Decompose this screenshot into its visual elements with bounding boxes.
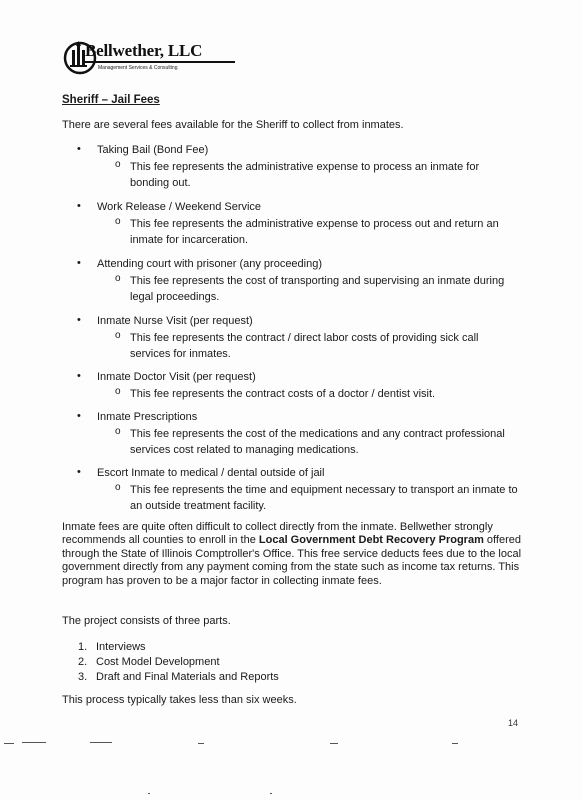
fee-description: This fee represents the time and equipment necessary to transport an inmate to an outside treatment facility. bbox=[130, 484, 518, 512]
step-label: Cost Model Development bbox=[96, 656, 220, 668]
sub-bullet-icon: o bbox=[115, 159, 121, 170]
sub-bullet-icon: o bbox=[115, 216, 121, 227]
logo-underline bbox=[85, 61, 235, 63]
scan-artifact bbox=[90, 742, 112, 743]
bullet-icon: • bbox=[77, 466, 81, 478]
paragraph-text: offered through the State of Illinois Comptroller's Office. This free service deducts fees due to the local government directly from any payment coming from the state such as income tax returns. This program has proven to be a major factor in collecting inmate fees. bbox=[62, 534, 522, 587]
scan-artifact bbox=[270, 793, 272, 794]
bullet-icon: • bbox=[77, 257, 81, 269]
bullet-icon: • bbox=[77, 410, 81, 422]
fee-description: This fee represents the administrative expense to process out and return an inmate for incarceration. bbox=[130, 218, 499, 246]
program-name: Local Government Debt Recovery Program bbox=[258, 534, 484, 547]
step-number: 1. bbox=[78, 641, 88, 653]
page-number: 14 bbox=[508, 718, 519, 728]
step-label: Draft and Final Materials and Reports bbox=[96, 671, 279, 683]
fee-description: This fee represents the cost of the medications and any contract professional services cost related to managing medications. bbox=[130, 428, 505, 456]
bullet-icon: • bbox=[77, 143, 81, 155]
section-heading: Sheriff – Jail Fees bbox=[62, 94, 160, 106]
bullet-icon: • bbox=[77, 314, 81, 326]
fee-title: Work Release / Weekend Service bbox=[97, 201, 262, 213]
closing-sentence: This process typically takes less than six weeks. bbox=[62, 694, 297, 706]
list-item bbox=[78, 670, 279, 685]
scan-artifact bbox=[198, 743, 204, 744]
fee-title: Inmate Nurse Visit (per request) bbox=[97, 315, 253, 327]
scan-artifact bbox=[452, 743, 458, 744]
list-item bbox=[78, 655, 279, 670]
fee-description: This fee represents the cost of transporting and supervising an inmate during legal proceedings. bbox=[130, 275, 505, 303]
sub-bullet-icon: o bbox=[115, 482, 121, 493]
fee-description: This fee represents the contract / direct labor costs of providing sick call services for inmates. bbox=[130, 332, 479, 360]
project-steps-list bbox=[78, 640, 279, 685]
scan-artifact bbox=[4, 743, 14, 744]
scan-artifact bbox=[148, 793, 150, 794]
fee-title: Attending court with prisoner (any proceeding) bbox=[97, 258, 323, 270]
fee-title: Inmate Doctor Visit (per request) bbox=[97, 371, 256, 383]
section-intro: There are several fees available for the Sheriff to collect from inmates. bbox=[62, 119, 404, 131]
fee-description: This fee represents the contract costs of a doctor / dentist visit. bbox=[130, 388, 436, 400]
fee-title: Escort Inmate to medical / dental outside of jail bbox=[97, 467, 325, 479]
collection-paragraph bbox=[62, 521, 532, 588]
company-logo bbox=[63, 38, 243, 78]
paragraph-text: Inmate fees are quite often difficult to collect directly from the inmate. Bellwether strongly recommends all counties to enroll in the bbox=[62, 521, 493, 547]
fee-description: This fee represents the administrative expense to process an inmate for bonding out. bbox=[130, 161, 480, 189]
company-tagline: Management Services & Consulting bbox=[98, 65, 178, 71]
step-label: Interviews bbox=[96, 641, 146, 653]
sub-bullet-icon: o bbox=[115, 426, 121, 437]
scan-artifact bbox=[330, 743, 338, 744]
bullet-icon: • bbox=[77, 200, 81, 212]
company-name: Bellwether, LLC bbox=[85, 41, 203, 60]
step-number: 2. bbox=[78, 656, 88, 668]
scan-artifact bbox=[22, 742, 46, 743]
sub-bullet-icon: o bbox=[115, 330, 121, 341]
bullet-icon: • bbox=[77, 370, 81, 382]
sub-bullet-icon: o bbox=[115, 273, 121, 284]
fee-title: Taking Bail (Bond Fee) bbox=[97, 144, 209, 156]
list-item bbox=[78, 640, 279, 655]
fee-title: Inmate Prescriptions bbox=[97, 411, 198, 423]
project-intro: The project consists of three parts. bbox=[62, 615, 231, 627]
step-number: 3. bbox=[78, 671, 88, 683]
sub-bullet-icon: o bbox=[115, 386, 121, 397]
